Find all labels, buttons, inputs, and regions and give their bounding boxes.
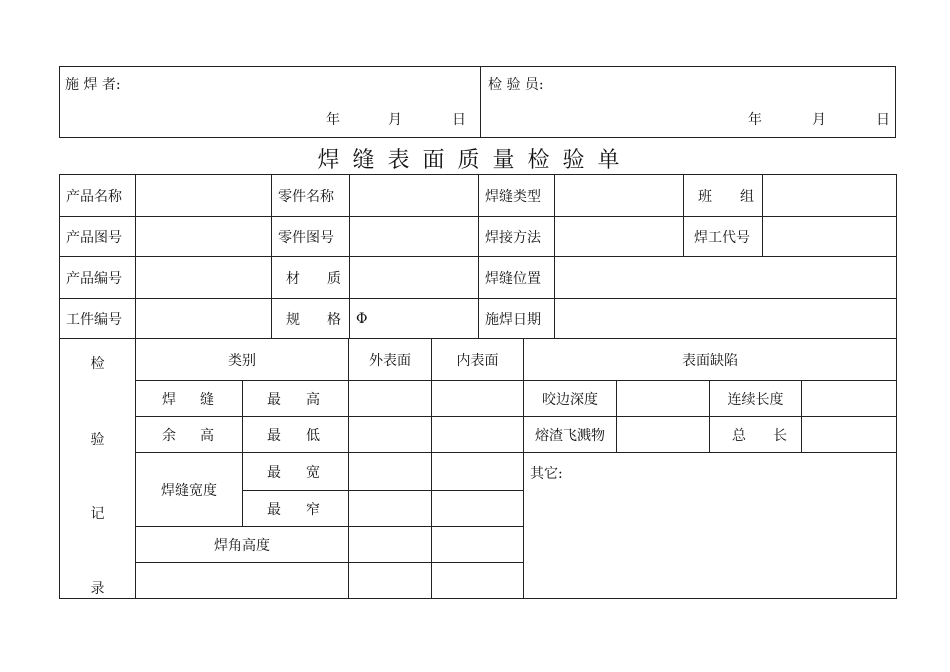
part-drawing-field[interactable] xyxy=(350,217,479,257)
team-label: 班 组 xyxy=(684,175,763,217)
max-wide-outer-field[interactable] xyxy=(349,453,432,491)
vertical-char-2: 验 xyxy=(90,432,105,448)
weld-label: 焊 缝 xyxy=(136,381,243,417)
inspection-record-table xyxy=(59,338,897,599)
total-length-label: 总 长 xyxy=(710,417,802,453)
workpiece-no-label: 工件编号 xyxy=(60,299,136,339)
product-serial-label: 产品编号 xyxy=(60,257,136,299)
vertical-char-3: 记 xyxy=(90,506,105,522)
undercut-depth-field[interactable] xyxy=(617,381,710,417)
product-drawing-label: 产品图号 xyxy=(60,217,136,257)
spec-label: 规 格 xyxy=(272,299,350,339)
workpiece-no-field[interactable] xyxy=(136,299,272,339)
welder-label: 施 焊 者: xyxy=(65,77,121,93)
undercut-depth-label: 咬边深度 xyxy=(524,381,617,417)
spec-field[interactable]: Φ xyxy=(350,299,479,339)
welding-method-label: 焊接方法 xyxy=(479,217,555,257)
signature-box xyxy=(59,66,896,138)
others-field[interactable] xyxy=(524,453,897,599)
reinforcement-label: 余 高 xyxy=(136,417,243,453)
min-narrow-outer-field[interactable] xyxy=(349,491,432,527)
category-header: 类别 xyxy=(136,339,349,381)
inspector-day-label: 日 xyxy=(876,112,890,128)
weld-date-field[interactable] xyxy=(555,299,897,339)
inner-surface-header: 内表面 xyxy=(432,339,524,381)
inspection-record-label xyxy=(60,339,136,599)
part-name-field[interactable] xyxy=(350,175,479,217)
material-label: 材 质 xyxy=(272,257,350,299)
max-high-inner-field[interactable] xyxy=(432,381,524,417)
inspector-label: 检 验 员: xyxy=(488,77,544,93)
weld-width-label: 焊缝宽度 xyxy=(136,453,243,527)
fillet-height-inner-field[interactable] xyxy=(432,527,524,563)
fillet-height-label: 焊角高度 xyxy=(136,527,349,563)
team-field[interactable] xyxy=(763,175,897,217)
signature-divider xyxy=(480,66,481,138)
others-label: 其它: xyxy=(530,466,563,482)
product-info-table xyxy=(59,174,897,339)
welder-code-field[interactable] xyxy=(763,217,897,257)
welder-code-label: 焊工代号 xyxy=(684,217,763,257)
extra-inner-field[interactable] xyxy=(432,563,524,599)
min-low-label: 最 低 xyxy=(243,417,349,453)
max-high-outer-field[interactable] xyxy=(349,381,432,417)
welder-month-label: 月 xyxy=(388,112,402,128)
min-low-inner-field[interactable] xyxy=(432,417,524,453)
min-narrow-inner-field[interactable] xyxy=(432,491,524,527)
page-title: 焊缝表面质量检验单 xyxy=(317,148,633,173)
inspector-month-label: 月 xyxy=(812,112,826,128)
vertical-char-4: 录 xyxy=(90,581,105,597)
extra-category-field[interactable] xyxy=(136,563,349,599)
weld-date-label: 施焊日期 xyxy=(479,299,555,339)
weld-position-label: 焊缝位置 xyxy=(479,257,555,299)
extra-outer-field[interactable] xyxy=(349,563,432,599)
slag-spatter-label: 熔渣飞溅物 xyxy=(524,417,617,453)
max-wide-inner-field[interactable] xyxy=(432,453,524,491)
inspector-year-label: 年 xyxy=(748,112,762,128)
product-drawing-field[interactable] xyxy=(136,217,272,257)
weld-position-field[interactable] xyxy=(555,257,897,299)
welder-day-label: 日 xyxy=(452,112,466,128)
min-narrow-label: 最 窄 xyxy=(243,491,349,527)
product-name-label: 产品名称 xyxy=(60,175,136,217)
continuous-length-field[interactable] xyxy=(802,381,897,417)
min-low-outer-field[interactable] xyxy=(349,417,432,453)
part-name-label: 零件名称 xyxy=(272,175,350,217)
material-field[interactable] xyxy=(350,257,479,299)
vertical-char-1: 检 xyxy=(90,356,105,372)
surface-defects-header: 表面缺陷 xyxy=(524,339,897,381)
part-drawing-label: 零件图号 xyxy=(272,217,350,257)
fillet-height-outer-field[interactable] xyxy=(349,527,432,563)
weld-type-label: 焊缝类型 xyxy=(479,175,555,217)
max-wide-label: 最 宽 xyxy=(243,453,349,491)
weld-type-field[interactable] xyxy=(555,175,684,217)
max-high-label: 最 高 xyxy=(243,381,349,417)
outer-surface-header: 外表面 xyxy=(349,339,432,381)
product-name-field[interactable] xyxy=(136,175,272,217)
continuous-length-label: 连续长度 xyxy=(710,381,802,417)
total-length-field[interactable] xyxy=(802,417,897,453)
welder-year-label: 年 xyxy=(326,112,340,128)
welding-method-field[interactable] xyxy=(555,217,684,257)
product-serial-field[interactable] xyxy=(136,257,272,299)
slag-spatter-field[interactable] xyxy=(617,417,710,453)
